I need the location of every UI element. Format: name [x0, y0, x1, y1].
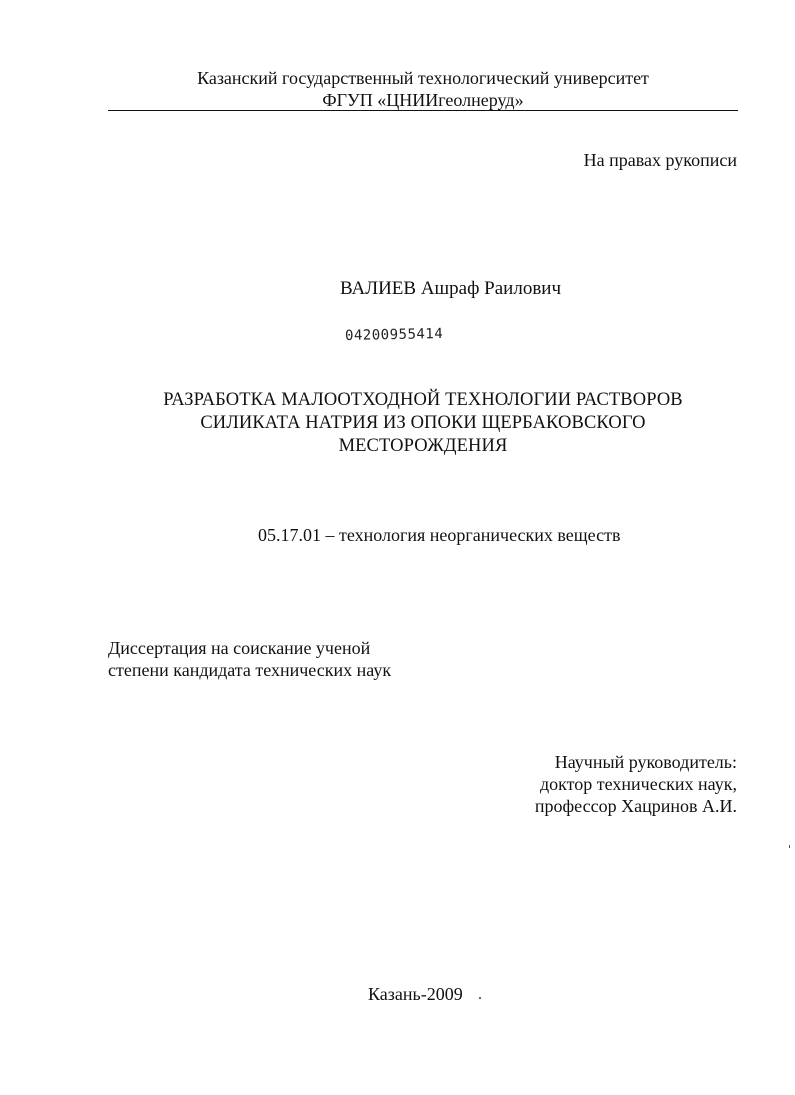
dissertation-title [108, 389, 738, 458]
specialty-code: 05.17.01 – технология неорганических веществ [258, 525, 621, 545]
university-name: Казанский государственный технологический университет [197, 68, 649, 88]
supervisor-line: профессор Хацринов А.И. [534, 796, 737, 816]
author-name: ВАЛИЕВ Ашраф Раилович [340, 278, 562, 299]
scan-speck [789, 845, 790, 848]
supervisor-block [535, 751, 737, 817]
degree-line: Диссертация на соискание ученой [108, 638, 371, 658]
title-line: МЕСТОРОЖДЕНИЯ [338, 436, 508, 456]
rights-notice: На правах рукописи [583, 150, 737, 170]
header-divider [108, 110, 738, 111]
supervisor-line: Научный руководитель: [554, 752, 737, 772]
organization-name: ФГУП «ЦНИИгеолнеруд» [322, 90, 524, 110]
title-line: СИЛИКАТА НАТРИЯ ИЗ ОПОКИ ЩЕРБАКОВСКОГО [200, 413, 646, 433]
city-year: Казань-2009 [368, 984, 463, 1004]
title-line: РАЗРАБОТКА МАЛООТХОДНОЙ ТЕХНОЛОГИИ РАСТВОРОВ [163, 390, 683, 410]
scan-speck [479, 997, 481, 999]
registration-number: 04200955414 [344, 325, 444, 344]
supervisor-line: доктор технических наук, [540, 774, 737, 794]
degree-statement [108, 637, 391, 681]
degree-line: степени кандидата технических наук [108, 660, 392, 680]
